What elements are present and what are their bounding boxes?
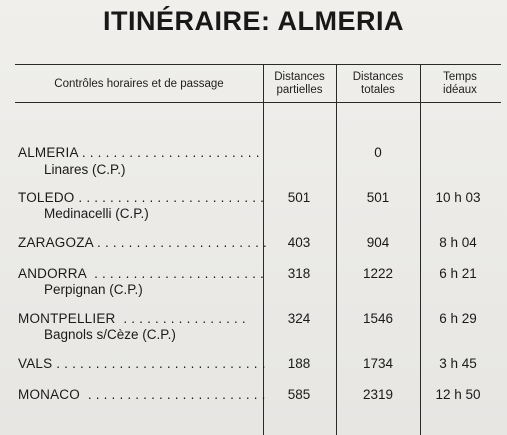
row-city: VALS . . . . . . . . . . . . . . . . . . . . . . . . . . . <box>18 356 266 371</box>
row-city: ALMERIA . . . . . . . . . . . . . . . . . . . . . . . <box>18 145 260 160</box>
row-partial: 324 <box>287 311 311 326</box>
row-time: 12 h 50 <box>435 387 481 402</box>
row-total: 501 <box>366 190 390 205</box>
row-sub-control: Bagnols s/Cèze (C.P.) <box>44 327 176 342</box>
table-header-rule <box>15 102 501 103</box>
row-total: 1222 <box>362 266 394 281</box>
row-sub-control: Perpignan (C.P.) <box>44 282 143 297</box>
page-title: ITINÉRAIRE: ALMERIA <box>103 6 404 36</box>
header-distances-partielles-line1: Distances <box>274 71 325 83</box>
header-distances-totales <box>336 71 420 97</box>
row-city: MONACO . . . . . . . . . . . . . . . . . . . . . . . <box>18 387 266 402</box>
row-total: 904 <box>366 235 390 250</box>
header-temps-ideaux-line2: idéaux <box>443 84 477 96</box>
table-top-rule <box>15 64 501 65</box>
row-city: MONTPELLIER . . . . . . . . . . . . . . . . <box>18 311 246 326</box>
header-controles: Contrôles horaires et de passage <box>54 78 224 90</box>
header-temps-ideaux <box>420 71 500 97</box>
row-partial: 188 <box>287 356 311 371</box>
row-city: ZARAGOZA . . . . . . . . . . . . . . . . . . . . . . <box>18 235 267 250</box>
header-distances-partielles <box>263 71 336 97</box>
row-total: 1734 <box>362 356 394 371</box>
header-temps-ideaux-line1: Temps <box>443 71 477 83</box>
row-partial: 403 <box>287 235 311 250</box>
row-total: 2319 <box>362 387 394 402</box>
row-time: 6 h 29 <box>439 311 477 326</box>
header-distances-totales-line1: Distances <box>352 71 404 83</box>
row-partial: 318 <box>287 266 311 281</box>
row-time: 8 h 04 <box>439 235 477 250</box>
row-sub-control: Medinacelli (C.P.) <box>44 206 149 221</box>
header-distances-partielles-line2: partielles <box>276 84 323 96</box>
row-partial: 501 <box>287 190 311 205</box>
row-time: 3 h 45 <box>439 356 477 371</box>
row-total: 0 <box>374 145 382 160</box>
row-time: 6 h 21 <box>439 266 477 281</box>
row-time: 10 h 03 <box>435 190 481 205</box>
row-city: TOLEDO . . . . . . . . . . . . . . . . . . . . . . . . <box>18 190 265 205</box>
row-city: ANDORRA . . . . . . . . . . . . . . . . . . . . . . <box>18 266 264 281</box>
row-total: 1546 <box>362 311 394 326</box>
row-partial: 585 <box>287 387 311 402</box>
row-sub-control: Linares (C.P.) <box>44 162 126 177</box>
header-distances-totales-line2: totales <box>361 84 395 96</box>
